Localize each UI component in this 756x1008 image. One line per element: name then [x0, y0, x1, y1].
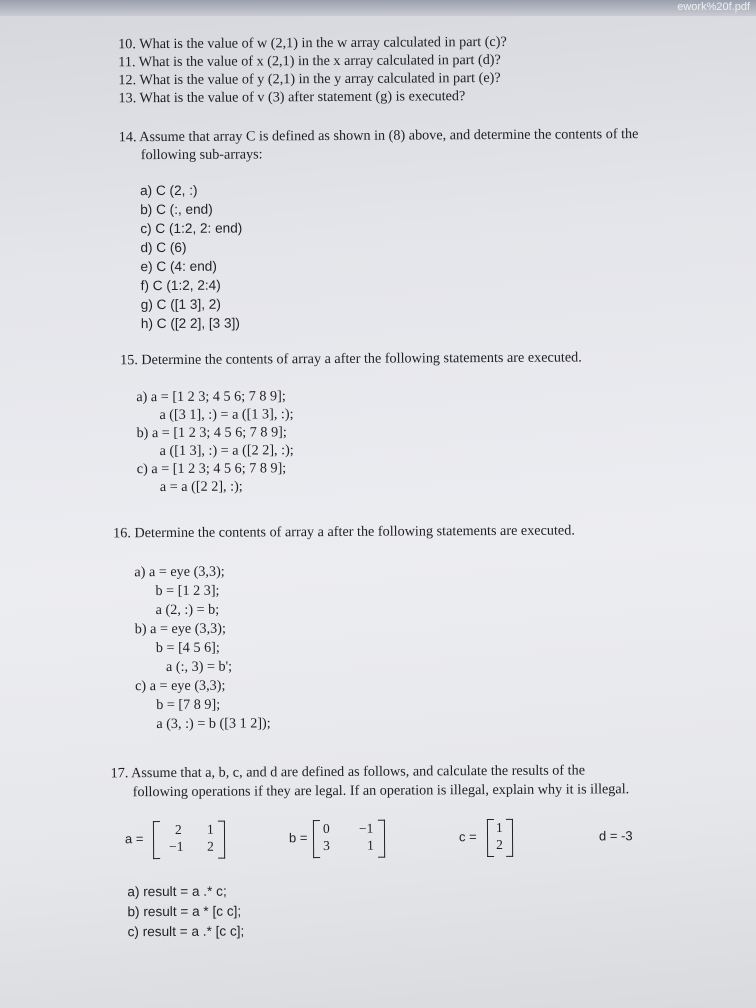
matrix-c-left-bracket: [487, 819, 494, 857]
question-14-text-cont: following sub-arrays:: [140, 146, 263, 164]
question-11: 11. What is the value of x (2,1) in the x array calculated in part (d)?: [118, 51, 501, 71]
matrix-c-right-bracket: [506, 819, 513, 857]
matrix-a-cell: −1: [169, 838, 184, 854]
scalar-d-definition: d = -3: [598, 828, 633, 844]
q14-item-f: f) C (1:2, 2:4): [140, 277, 221, 294]
question-13: 13. What is the value of v (3) after statement (g) is executed?: [118, 88, 466, 107]
q16-line-3: a (2, :) = b;: [155, 601, 220, 619]
matrix-b-cell: 0: [322, 821, 330, 837]
matrix-c-cell: 2: [496, 836, 503, 852]
matrix-a-cell: 2: [174, 821, 182, 837]
browser-tab-text: ework%20f.pdf: [677, 1, 750, 13]
q16-line-1: a) a = eye (3,3);: [134, 563, 225, 581]
matrix-b-cell: −1: [358, 820, 374, 836]
question-15-text: 15. Determine the contents of array a after the following statements are executed.: [120, 349, 582, 369]
matrix-b: [313, 820, 385, 856]
matrix-a-right-bracket: [218, 821, 225, 859]
question-10: 10. What is the value of w (2,1) in the w array calculated in part (c)?: [118, 33, 507, 53]
q15-line-2: a ([3 1], :) = a ([1 3], :);: [159, 406, 294, 424]
q15-line-1: a) a = [1 2 3; 4 5 6; 7 8 9];: [136, 388, 286, 406]
q17-item-c: c) result = a .* [c c];: [127, 923, 245, 940]
q16-line-6: a (:, 3) = b';: [165, 658, 233, 675]
matrix-c-cell: 1: [495, 819, 503, 835]
q15-line-4: a ([1 3], :) = a ([2 2], :);: [159, 442, 294, 460]
question-14-text: 14. Assume that array C is defined as shown in (8) above, and determine the contents of the: [118, 126, 639, 146]
matrix-b-cell: 1: [367, 837, 374, 853]
worksheet-page: [0, 11, 756, 1008]
matrix-a-left-bracket: [153, 821, 160, 859]
q14-item-d: d) C (6): [140, 239, 187, 256]
matrix-c-label: c =: [458, 829, 477, 845]
matrix-a: [153, 821, 225, 857]
question-17-text-cont: following operations if they are legal. If an operation is illegal, explain why it is illegal.: [132, 781, 630, 801]
q16-line-8: b = [7 8 9];: [156, 696, 221, 714]
q14-item-a: a) C (2, :): [140, 182, 198, 199]
q16-line-9: a (3, :) = b ([3 1 2]);: [156, 715, 271, 733]
matrix-a-cell: 1: [206, 821, 214, 837]
question-12: 12. What is the value of y (2,1) in the y array calculated in part (e)?: [118, 69, 501, 89]
matrix-b-label: b =: [288, 830, 308, 846]
q17-item-a: a) result = a .* c;: [127, 883, 227, 900]
q14-item-c: c) C (1:2, 2: end): [140, 220, 243, 237]
q15-line-3: b) a = [1 2 3; 4 5 6; 7 8 9];: [136, 424, 287, 442]
matrix-b-right-bracket: [378, 820, 385, 858]
q14-item-b: b) C (:, end): [140, 201, 213, 218]
q16-line-7: c) a = eye (3,3);: [135, 677, 226, 695]
question-16-text: 16. Determine the contents of array a after the following statements are executed.: [113, 522, 575, 542]
matrix-a-label: a =: [124, 831, 144, 847]
matrix-a-cell: 2: [207, 838, 214, 854]
q14-item-e: e) C (4: end): [140, 258, 217, 275]
q14-item-g: g) C ([1 3], 2): [140, 296, 221, 313]
matrix-c: [487, 819, 513, 855]
q15-line-6: a = a ([2 2], :);: [159, 478, 243, 496]
matrix-b-left-bracket: [313, 820, 320, 858]
matrix-b-cell: 3: [323, 838, 330, 854]
q15-line-5: c) a = [1 2 3; 4 5 6; 7 8 9];: [136, 460, 287, 478]
q16-line-5: b = [4 5 6];: [155, 639, 220, 657]
q17-item-b: b) result = a * [c c];: [127, 903, 242, 920]
q14-item-h: h) C ([2 2], [3 3]): [140, 315, 240, 332]
question-17-text: 17. Assume that a, b, c, and d are defined as follows, and calculate the results of the: [110, 762, 586, 782]
q16-line-2: b = [1 2 3];: [155, 582, 220, 600]
q16-line-4: b) a = eye (3,3);: [134, 620, 226, 638]
